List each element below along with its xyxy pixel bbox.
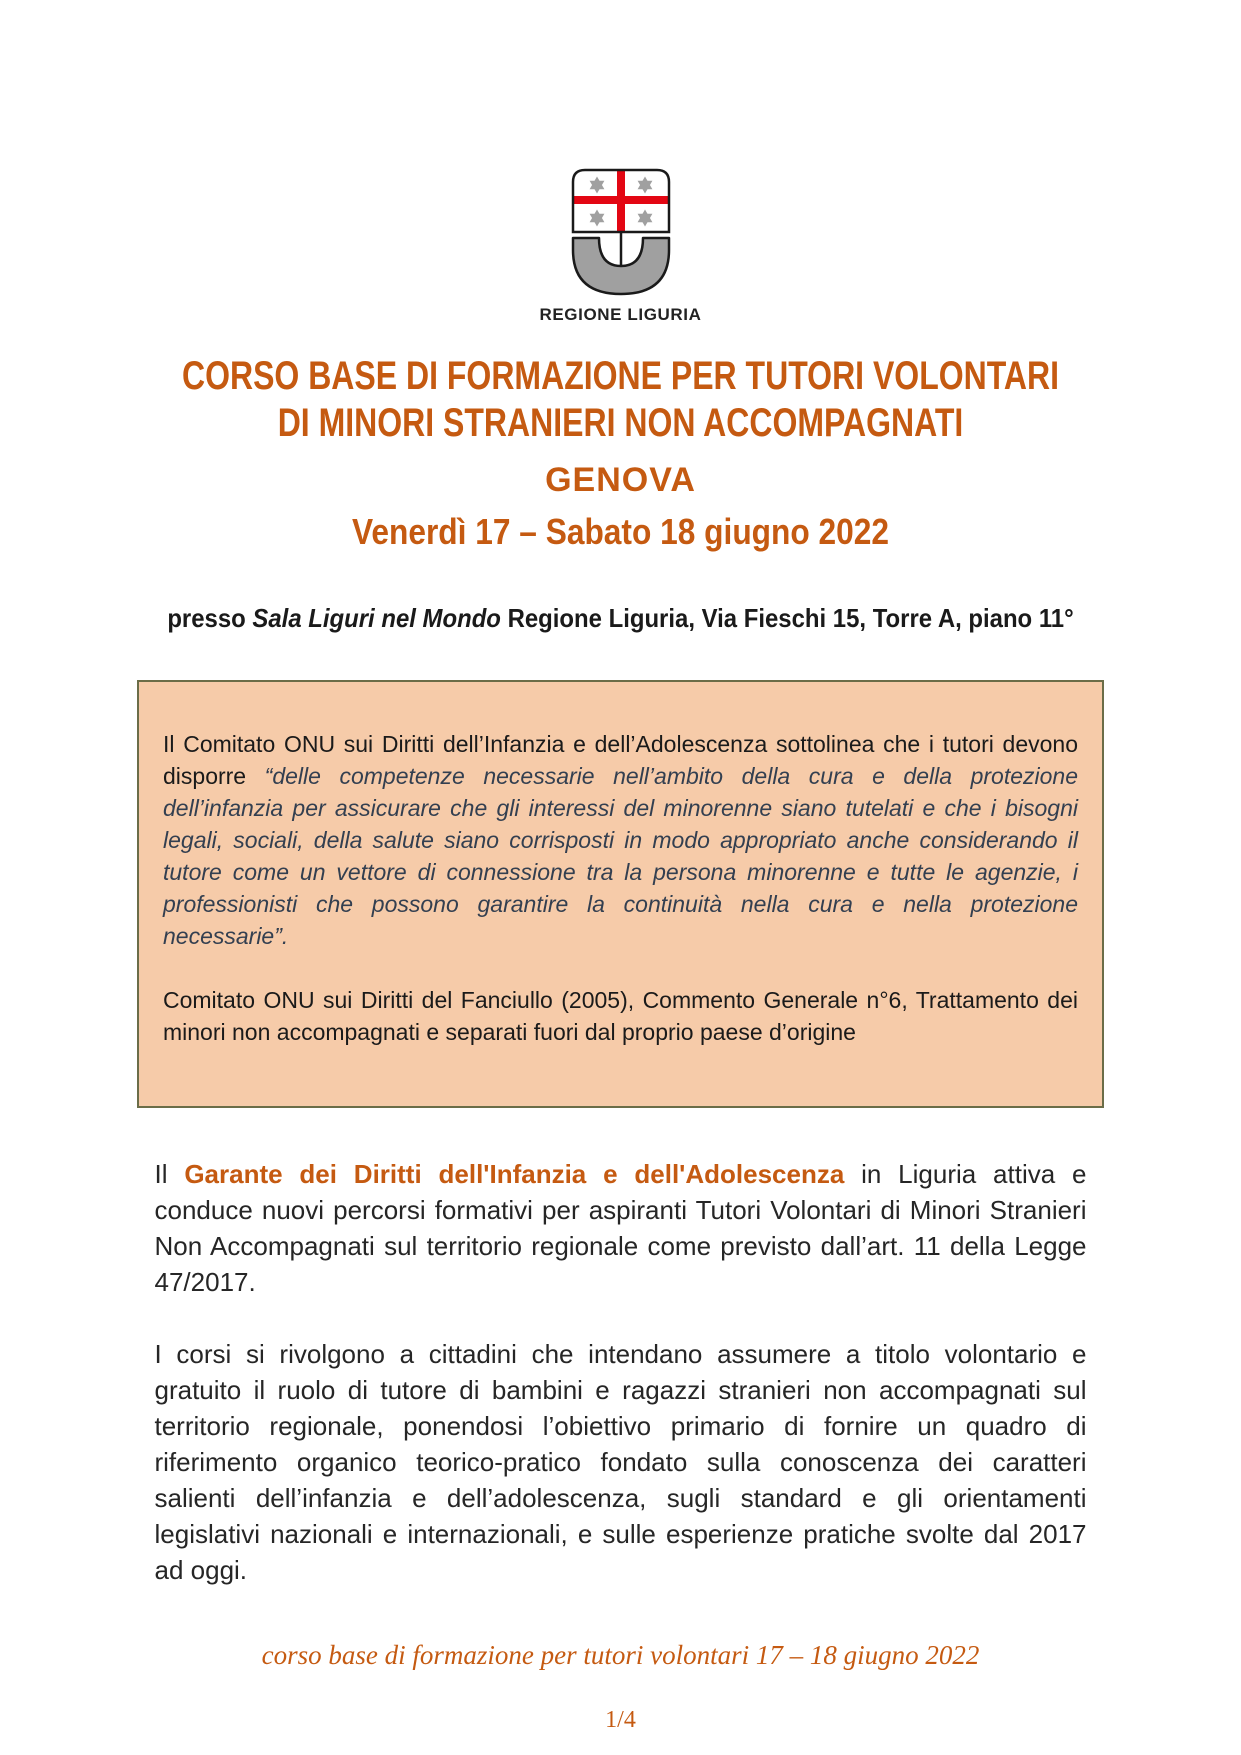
- page-footer: [0, 1640, 1241, 1734]
- paragraph-1-rest: in Liguria attiva e conduce nuovi percorsi formativi per aspiranti Tutori Volontari di Minori Stranieri Non Accompagnati sul territorio regionale come previsto dall’art. 11 della Legge 47/2017.: [154, 1159, 1087, 1297]
- paragraph-1-lead: Il: [154, 1159, 185, 1189]
- venue-place: Sala Liguri nel Mondo: [252, 603, 501, 633]
- title-city: GENOVA: [545, 461, 696, 499]
- page-number: 1/4: [605, 1707, 636, 1733]
- title-block: [0, 353, 1241, 551]
- venue-prefix: presso: [167, 603, 253, 633]
- footer-caption: corso base di formazione per tutori volontari 17 – 18 giugno 2022: [261, 1640, 980, 1670]
- logo-block: [0, 0, 1241, 325]
- body-text: [155, 1156, 1087, 1588]
- garante-highlight: Garante dei Diritti dell'Infanzia e dell'Adolescenza: [184, 1159, 845, 1189]
- venue-line: [50, 603, 1192, 634]
- title-line-2: DI MINORI STRANIERI NON ACCOMPAGNATI: [277, 401, 964, 445]
- quote-intro: Il Comitato ONU sui Diritti dell’Infanzia e dell’Adolescenza sottolinea che i tutori devono disporre: [163, 731, 1078, 789]
- quote-paragraph: [163, 728, 1078, 952]
- regione-liguria-crest-icon: [571, 168, 671, 296]
- title-dates: Venerdì 17 – Sabato 18 giugno 2022: [351, 511, 890, 552]
- body-paragraph-1: [155, 1156, 1087, 1300]
- title-line-1: CORSO BASE DI FORMAZIONE PER TUTORI VOLONTARI: [181, 354, 1060, 398]
- body-paragraph-2: I corsi si rivolgono a cittadini che intendano assumere a titolo volontario e gratuito il ruolo di tutore di bambini e ragazzi stranieri non accompagnati sul territorio regionale, ponendosi l’obiettivo primario di fornire un quadro di riferimento organico teorico-pratico fondato sulla conoscenza dei caratteri salienti dell’infanzia e dell’adolescenza, sugli standard e gli orientamenti legislativi nazionali e internazionali, e sulle esperienze pratiche svolte dal 2017 ad oggi.: [154, 1339, 1087, 1585]
- page-title: [0, 353, 1241, 447]
- quote-box: [137, 680, 1104, 1108]
- quote-citation: Comitato ONU sui Diritti del Fanciullo (2005), Commento Generale n°6, Trattamento dei minori non accompagnati e separati fuori dal proprio paese d’origine: [163, 987, 1078, 1045]
- logo-label: REGIONE LIGURIA: [539, 305, 702, 324]
- quote-text: “delle competenze necessarie nell’ambito della cura e della protezione dell’infanzia per assicurare che gli interessi del minorenne siano tutelati e che i bisogni legali, sociali, della salute siano corrisposti in modo appropriato anche considerando il tutore come un vettore di connessione tra la persona minorenne e tutte le agenzie, i professionisti che possono garantire la continuità nella cura e nella protezione necessarie”.: [163, 763, 1078, 949]
- venue-rest: Regione Liguria, Via Fieschi 15, Torre A, piano 11°: [500, 603, 1074, 633]
